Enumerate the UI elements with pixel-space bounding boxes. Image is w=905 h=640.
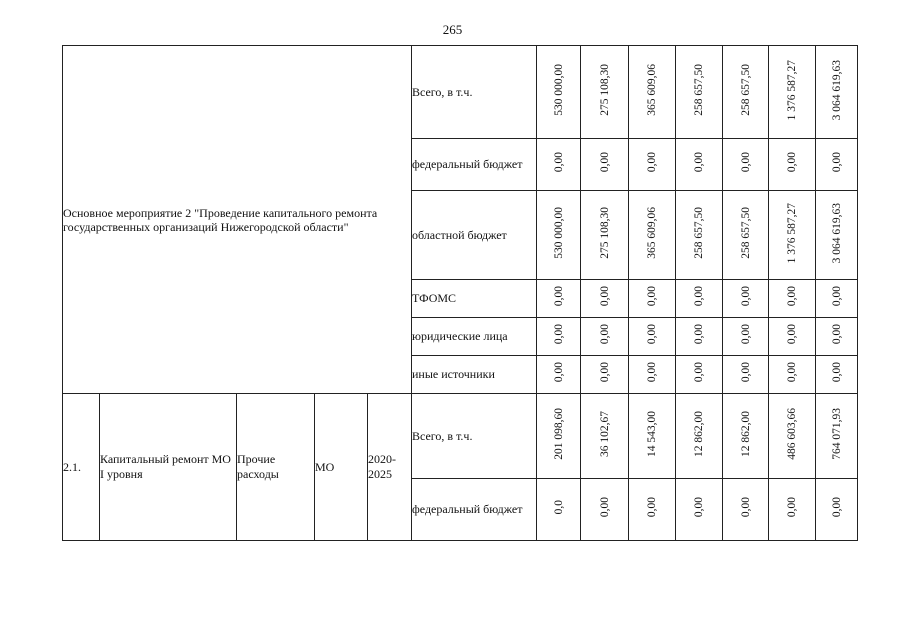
value-text: 0,00 <box>786 497 798 518</box>
funding-source: областной бюджет <box>412 191 537 280</box>
main-activity-title: Основное мероприятие 2 "Проведение капитального ремонта государственных организаций Нижегородской области" <box>63 46 412 394</box>
value-cell <box>816 191 858 280</box>
value-text: 0,00 <box>739 324 752 345</box>
value-cell <box>816 280 858 318</box>
value-cell <box>629 280 676 318</box>
value-text: 1 376 587,27 <box>786 202 798 264</box>
value-cell <box>581 318 629 356</box>
sub-activity-number: 2.1. <box>63 394 100 541</box>
value-cell <box>723 356 769 394</box>
value-text: 0,00 <box>693 152 705 173</box>
value-cell <box>676 394 723 479</box>
value-cell <box>629 356 676 394</box>
value-text: 0,00 <box>693 324 705 345</box>
value-text: 0,00 <box>552 286 565 307</box>
value-cell <box>769 46 816 139</box>
value-text: 3 064 619,63 <box>830 202 843 264</box>
value-text: 0,00 <box>646 152 658 173</box>
value-cell <box>676 479 723 541</box>
value-text: 0,00 <box>739 362 752 383</box>
funding-source: юридические лица <box>412 318 537 356</box>
value-cell <box>629 479 676 541</box>
value-cell <box>816 356 858 394</box>
value-cell <box>723 479 769 541</box>
value-text: 258 657,50 <box>693 207 705 259</box>
value-cell <box>537 394 581 479</box>
value-text: 0,00 <box>646 324 658 345</box>
table-row <box>63 46 858 139</box>
value-cell <box>581 479 629 541</box>
value-text: 14 543,00 <box>646 411 658 457</box>
value-cell <box>769 280 816 318</box>
table-row <box>63 394 858 479</box>
funding-source: ТФОМС <box>412 280 537 318</box>
value-cell <box>581 46 629 139</box>
value-cell <box>769 356 816 394</box>
value-cell <box>581 356 629 394</box>
value-text: 0,00 <box>786 324 798 345</box>
value-text: 0,00 <box>830 152 843 173</box>
value-cell <box>537 139 581 191</box>
value-cell <box>816 394 858 479</box>
value-cell <box>816 479 858 541</box>
value-cell <box>723 191 769 280</box>
value-cell <box>629 139 676 191</box>
value-cell <box>816 318 858 356</box>
executor: МО <box>315 394 368 541</box>
value-cell <box>723 394 769 479</box>
value-text: 486 603,66 <box>786 408 798 460</box>
value-text: 0,00 <box>598 324 611 345</box>
value-text: 0,00 <box>552 324 565 345</box>
value-text: 0,00 <box>830 286 843 307</box>
value-cell <box>676 191 723 280</box>
value-text: 1 376 587,27 <box>786 59 798 121</box>
value-text: 3 064 619,63 <box>830 59 843 121</box>
value-cell <box>769 479 816 541</box>
value-text: 0,00 <box>598 286 611 307</box>
value-text: 258 657,50 <box>693 64 705 116</box>
value-text: 0,00 <box>830 497 843 518</box>
value-cell <box>723 318 769 356</box>
value-cell <box>537 356 581 394</box>
value-text: 275 108,30 <box>598 64 611 116</box>
value-text: 0,00 <box>598 362 611 383</box>
value-cell <box>537 191 581 280</box>
value-cell <box>723 280 769 318</box>
value-text: 0,00 <box>552 362 565 383</box>
value-text: 12 862,00 <box>739 411 752 457</box>
value-cell <box>676 318 723 356</box>
value-text: 530 000,00 <box>552 207 565 259</box>
value-text: 0,00 <box>739 152 752 173</box>
value-text: 0,00 <box>830 362 843 383</box>
value-text: 0,00 <box>598 152 611 173</box>
budget-table <box>62 45 858 541</box>
value-cell <box>581 139 629 191</box>
value-text: 0,00 <box>786 152 798 173</box>
value-cell <box>676 139 723 191</box>
value-cell <box>581 394 629 479</box>
value-text: 0,00 <box>693 362 705 383</box>
value-cell <box>581 280 629 318</box>
value-cell <box>769 394 816 479</box>
value-text: 36 102,67 <box>598 411 611 457</box>
sub-activity-name: Капитальный ремонт МО I уровня <box>100 394 237 541</box>
value-text: 530 000,00 <box>552 64 565 116</box>
value-cell <box>676 46 723 139</box>
value-text: 258 657,50 <box>739 207 752 259</box>
value-text: 12 862,00 <box>693 411 705 457</box>
value-text: 365 609,06 <box>646 64 658 116</box>
value-cell <box>816 139 858 191</box>
value-cell <box>581 191 629 280</box>
value-text: 764 071,93 <box>830 408 843 460</box>
funding-source: федеральный бюджет <box>412 479 537 541</box>
value-text: 275 108,30 <box>598 207 611 259</box>
funding-source: Всего, в т.ч. <box>412 46 537 139</box>
value-cell <box>629 46 676 139</box>
value-text: 0,00 <box>552 152 565 173</box>
value-cell <box>723 46 769 139</box>
funding-source: Всего, в т.ч. <box>412 394 537 479</box>
value-cell <box>537 280 581 318</box>
value-text: 201 098,60 <box>552 408 565 460</box>
value-text: 0,0 <box>552 500 565 515</box>
value-text: 0,00 <box>739 286 752 307</box>
period: 2020-2025 <box>368 394 412 541</box>
value-cell <box>537 46 581 139</box>
value-cell <box>723 139 769 191</box>
funding-source: иные источники <box>412 356 537 394</box>
value-text: 0,00 <box>693 497 705 518</box>
value-text: 0,00 <box>646 286 658 307</box>
page-number: 265 <box>442 22 463 37</box>
value-text: 0,00 <box>739 497 752 518</box>
funding-source: федеральный бюджет <box>412 139 537 191</box>
value-text: 0,00 <box>693 286 705 307</box>
value-cell <box>676 280 723 318</box>
value-cell <box>629 191 676 280</box>
value-cell <box>629 318 676 356</box>
value-cell <box>537 479 581 541</box>
value-cell <box>629 394 676 479</box>
value-cell <box>816 46 858 139</box>
value-text: 365 609,06 <box>646 207 658 259</box>
value-cell <box>769 191 816 280</box>
value-text: 0,00 <box>786 362 798 383</box>
value-cell <box>537 318 581 356</box>
value-text: 0,00 <box>830 324 843 345</box>
value-cell <box>676 356 723 394</box>
value-cell <box>769 318 816 356</box>
value-text: 258 657,50 <box>739 64 752 116</box>
value-text: 0,00 <box>646 497 658 518</box>
value-text: 0,00 <box>786 286 798 307</box>
value-cell <box>769 139 816 191</box>
value-text: 0,00 <box>646 362 658 383</box>
expense-type: Прочие расходы <box>237 394 315 541</box>
value-text: 0,00 <box>598 497 611 518</box>
